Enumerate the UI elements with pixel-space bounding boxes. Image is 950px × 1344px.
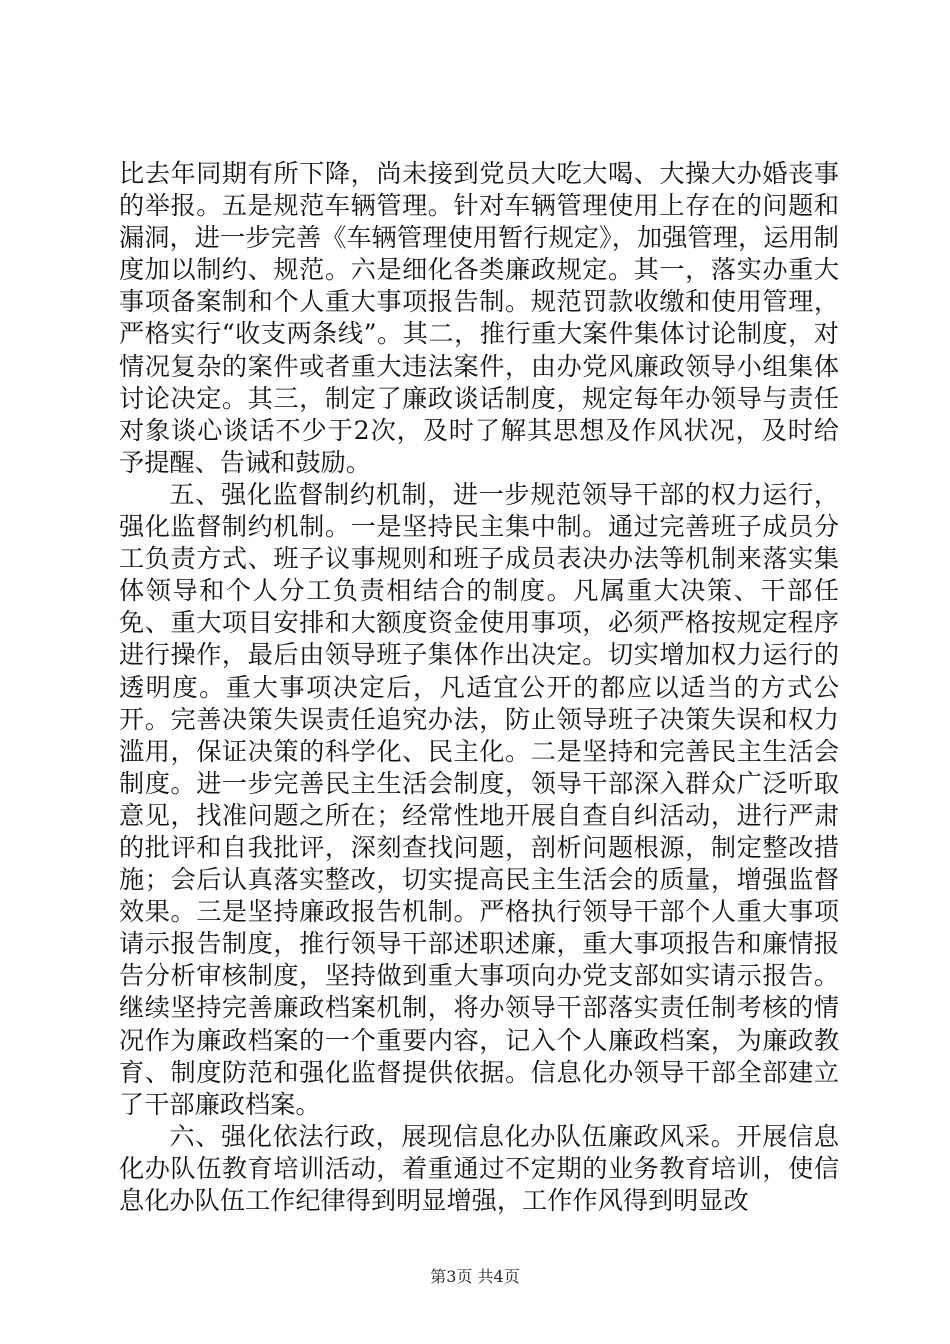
paragraph-continuation: 比去年同期有所下降，尚未接到党员大吃大喝、大操大办婚丧事的举报。五是规范车辆管理。针对车辆管理使用上存在的问题和漏洞，进一步完善《车辆管理使用暂行规定》，加强管理，运用制度加以制约、规范。六是细化各类廉政规定。其一，落实办重大事项备案制和个人重大事项报告制。规范罚款收缴和使用管理，严格实行“收支两条线”。其二，推行重大案件集体讨论制度，对情况复杂的案件或者重大违法案件，由办党风廉政领导小组集体讨论决定。其三，制定了廉政谈话制度，规定每年办领导与责任对象谈心谈话不少于2次，及时了解其思想及作风状况，及时给予提醒、告诫和鼓励。 xyxy=(119,159,839,477)
body-text xyxy=(119,158,839,1217)
page-footer: 第3页 共4页 xyxy=(430,1267,520,1286)
paragraph-section-five: 五、强化监督制约机制，进一步规范领导干部的权力运行，强化监督制约机制。一是坚持民主集中制。通过完善班子成员分工负责方式、班子议事规则和班子成员表决办法等机制来落实集体领导和个人分工负责相结合的制度。凡属重大决策、干部任免、重大项目安排和大额度资金使用事项，必须严格按规定程序进行操作，最后由领导班子集体作出决定。切实增加权力运行的透明度。重大事项决定后，凡适宜公开的都应以适当的方式公开。完善决策失误责任追究办法，防止领导班子决策失误和权力滥用，保证决策的科学化、民主化。二是坚持和完善民主生活会制度。进一步完善民主生活会制度，领导干部深入群众广泛听取意见，找准问题之所在；经常性地开展自查自纠活动，进行严肃的批评和自我批评，深刻查找问题，剖析问题根源，制定整改措施；会后认真落实整改，切实提高民主生活会的质量，增强监督效果。三是坚持廉政报告机制。严格执行领导干部个人重大事项请示报告制度，推行领导干部述职述廉，重大事项报告和廉情报告分析审核制度，坚持做到重大事项向办党支部如实请示报告。继续坚持完善廉政档案机制，将办领导干部落实责任制考核的情况作为廉政档案的一个重要内容，记入个人廉政档案，为廉政教育、制度防范和强化监督提供依据。信息化办领导干部全部建立了干部廉政档案。 xyxy=(119,479,839,1119)
paragraph-section-six: 六、强化依法行政，展现信息化办队伍廉政风采。开展信息化办队伍教育培训活动，着重通过不定期的业务教育培训，使信息化办队伍工作纪律得到明显增强，工作作风得到明显改 xyxy=(119,1121,839,1215)
